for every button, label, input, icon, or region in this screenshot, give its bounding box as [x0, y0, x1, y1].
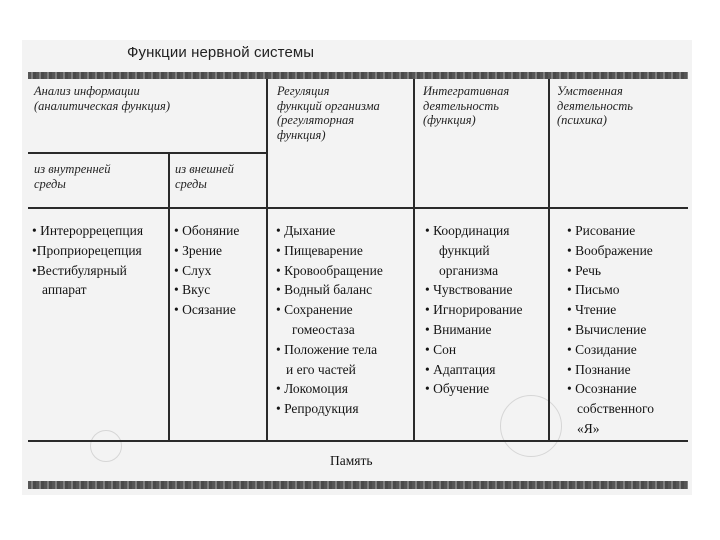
header-line: Умственная [557, 84, 623, 98]
footer-memory: Память [330, 453, 373, 468]
column-divider [168, 152, 170, 440]
header-regulation [277, 84, 380, 142]
list-item: •Проприорецепция [32, 242, 142, 258]
subheader-line: из внутренней [34, 162, 111, 176]
header-line: Анализ информации [34, 84, 140, 98]
list-item: • Созидание [567, 341, 637, 357]
list-item: • Слух [174, 262, 212, 278]
list-item: собственного [577, 401, 654, 417]
list-regulation [276, 221, 383, 419]
list-item: • Осознание [567, 381, 637, 397]
subheader-line: из внешней [175, 162, 234, 176]
list-item: • Осязание [174, 302, 236, 318]
divider-content [28, 207, 688, 209]
list-item: • Обоняние [174, 223, 240, 238]
list-item: • Чтение [567, 302, 617, 318]
list-internal [32, 221, 143, 300]
list-item: • Обучение [425, 381, 490, 397]
list-item: • Вычисление [567, 321, 647, 337]
divider-subheader [28, 152, 266, 154]
header-line: (регуляторная [277, 113, 355, 127]
header-integrative [423, 84, 509, 128]
list-item: • Речь [567, 262, 602, 278]
list-item: • Вкус [174, 282, 211, 298]
list-item: • Кровообращение [276, 262, 383, 278]
header-mental [557, 84, 633, 128]
list-integrative [425, 221, 522, 399]
faint-background-mark [500, 395, 562, 457]
header-line: Регуляция [277, 84, 330, 98]
list-item: и его частей [286, 361, 356, 377]
header-line: деятельность [423, 98, 499, 113]
list-item: • Координация [425, 223, 510, 238]
list-item: • Игнорирование [425, 302, 523, 318]
list-item: • Воображение [567, 242, 653, 258]
header-line: (аналитическая функция) [34, 98, 170, 113]
header-line: функций организма [277, 98, 380, 113]
header-analysis [34, 84, 170, 113]
divider-footer [28, 440, 688, 442]
bottom-border-band [28, 481, 688, 489]
list-item: • Положение тела [276, 341, 378, 357]
list-item: •Вестибулярный [32, 262, 127, 278]
list-item: • Внимание [425, 321, 492, 337]
subheader-line: среды [34, 176, 66, 191]
header-line: Интегративная [423, 84, 510, 98]
list-item: • Познание [567, 361, 631, 377]
list-external [174, 221, 239, 320]
subheader-internal [34, 162, 110, 191]
list-item: • Дыхание [276, 223, 336, 238]
list-item: • Чувствование [425, 282, 513, 298]
list-item: • Письмо [567, 282, 620, 298]
list-item: организма [439, 262, 499, 278]
list-item: • Сон [425, 341, 457, 357]
page-title: Функции нервной системы [127, 44, 315, 61]
list-item: функций [439, 242, 490, 258]
column-divider [266, 79, 268, 440]
list-item: • Рисование [567, 223, 636, 238]
subheader-external [175, 162, 234, 191]
list-item: • Адаптация [425, 361, 496, 377]
column-divider [413, 79, 415, 440]
list-item: • Зрение [174, 242, 223, 258]
subheader-line: среды [175, 176, 207, 191]
list-item: «Я» [577, 420, 600, 436]
faint-background-mark [90, 430, 122, 462]
header-line: (психика) [557, 113, 607, 127]
list-item: • Сохранение [276, 302, 353, 318]
column-divider [548, 79, 550, 440]
list-item: • Локомоция [276, 381, 348, 397]
header-line: деятельность [557, 98, 633, 113]
list-item: • Пищеварение [276, 242, 363, 258]
list-item: • Репродукция [276, 401, 359, 417]
header-line: (функция) [423, 113, 476, 127]
top-border-band [28, 72, 688, 79]
list-mental [567, 221, 654, 439]
list-item: гомеостаза [292, 321, 355, 337]
list-item: аппарат [42, 282, 87, 298]
list-item: • Водный баланс [276, 282, 373, 298]
header-line: функция) [277, 127, 326, 142]
list-item: • Интероррецепция [32, 223, 144, 238]
